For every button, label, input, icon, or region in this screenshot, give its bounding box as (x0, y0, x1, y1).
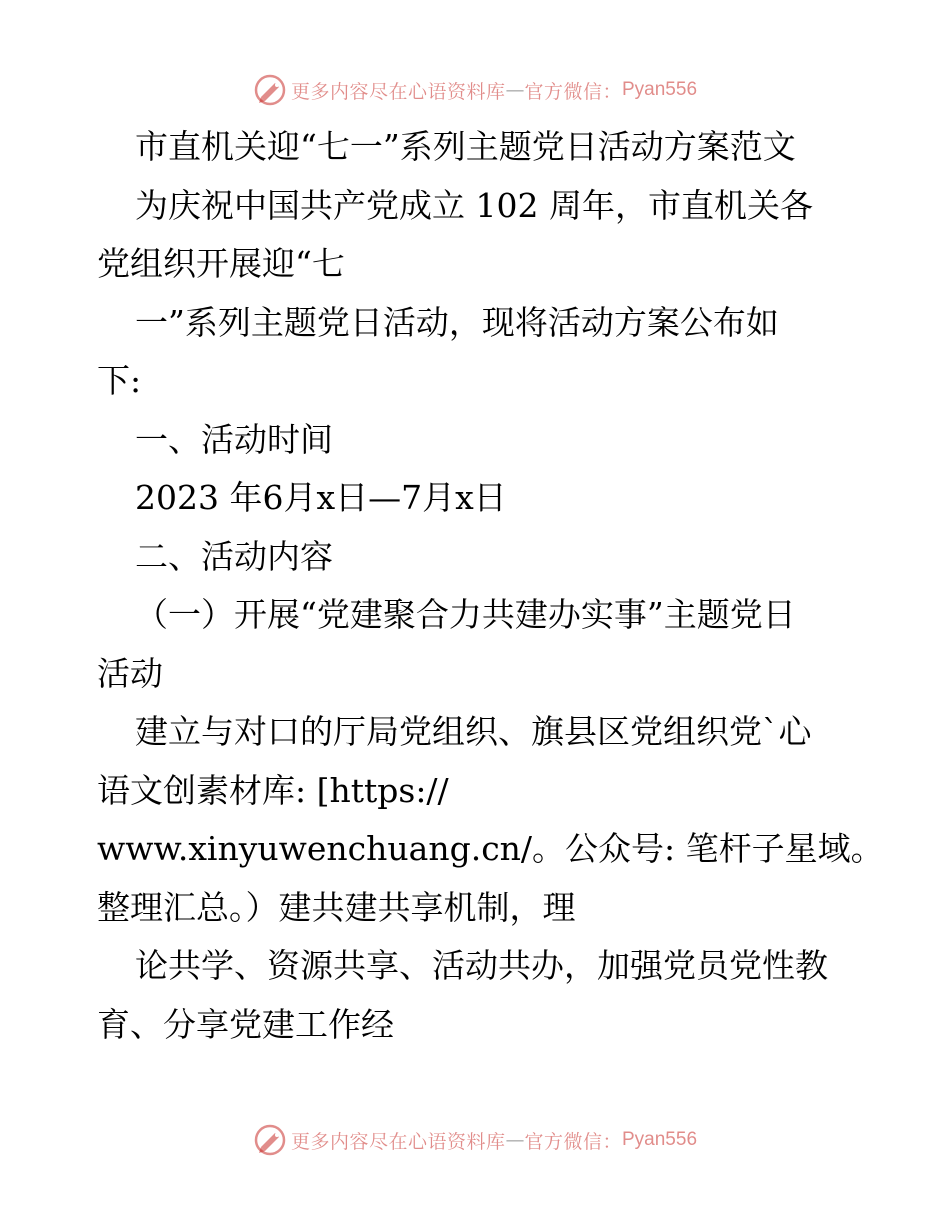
item-1-heading-line-2: 活动 (97, 653, 163, 693)
watermark-id: Pyan556 (622, 79, 698, 100)
paragraph-1-line-3: www.xinyuwenchuang.cn/。公众号: 笔杆子星域。 (97, 829, 884, 868)
paragraph-2-line-2: 育、分享党建工作经 (97, 1004, 394, 1044)
item-1-heading-line-1: （一）开展“党建聚合力共建办实事”主题党日 (135, 595, 796, 634)
document-body (97, 118, 884, 1054)
pen-logo-icon (253, 73, 287, 107)
intro-line-4: 下: (97, 361, 142, 400)
document-title: 市直机关迎“七一”系列主题党日活动方案范文 (135, 127, 796, 166)
paragraph-2-line-1: 论共学、资源共享、活动共办，加强党员党性教 (135, 946, 828, 985)
watermark-separator: — (505, 1129, 525, 1151)
watermark-separator: — (505, 79, 525, 101)
watermark-text: 更多内容尽在心语资料库 (290, 1130, 506, 1153)
paragraph-1-line-4: 整理汇总。）建共建共享机制，理 (97, 887, 576, 927)
intro-line-3: 一”系列主题党日活动，现将活动方案公布如 (135, 302, 779, 342)
intro-line-1: 为庆祝中国共产党成立 102 周年，市直机关各 (135, 185, 813, 225)
footer-watermark (0, 1120, 950, 1160)
section-1-heading: 一、活动时间 (135, 419, 333, 459)
section-2-heading: 二、活动内容 (135, 536, 333, 576)
section-1-date: 2023 年6月x日—7月x日 (135, 478, 507, 517)
paragraph-1-line-1: 建立与对口的厅局党组织、旗县区党组织党`心 (135, 712, 812, 751)
intro-line-2: 党组织开展迎“七 (97, 244, 345, 283)
header-watermark (0, 70, 950, 110)
paragraph-1-line-2: 语文创素材库: [https:// (97, 770, 449, 810)
watermark-label: 官方微信： (524, 1130, 622, 1153)
watermark-text: 更多内容尽在心语资料库 (290, 80, 506, 103)
watermark-id: Pyan556 (622, 1129, 698, 1150)
watermark-label: 官方微信： (524, 80, 622, 103)
pen-logo-icon (253, 1123, 287, 1157)
